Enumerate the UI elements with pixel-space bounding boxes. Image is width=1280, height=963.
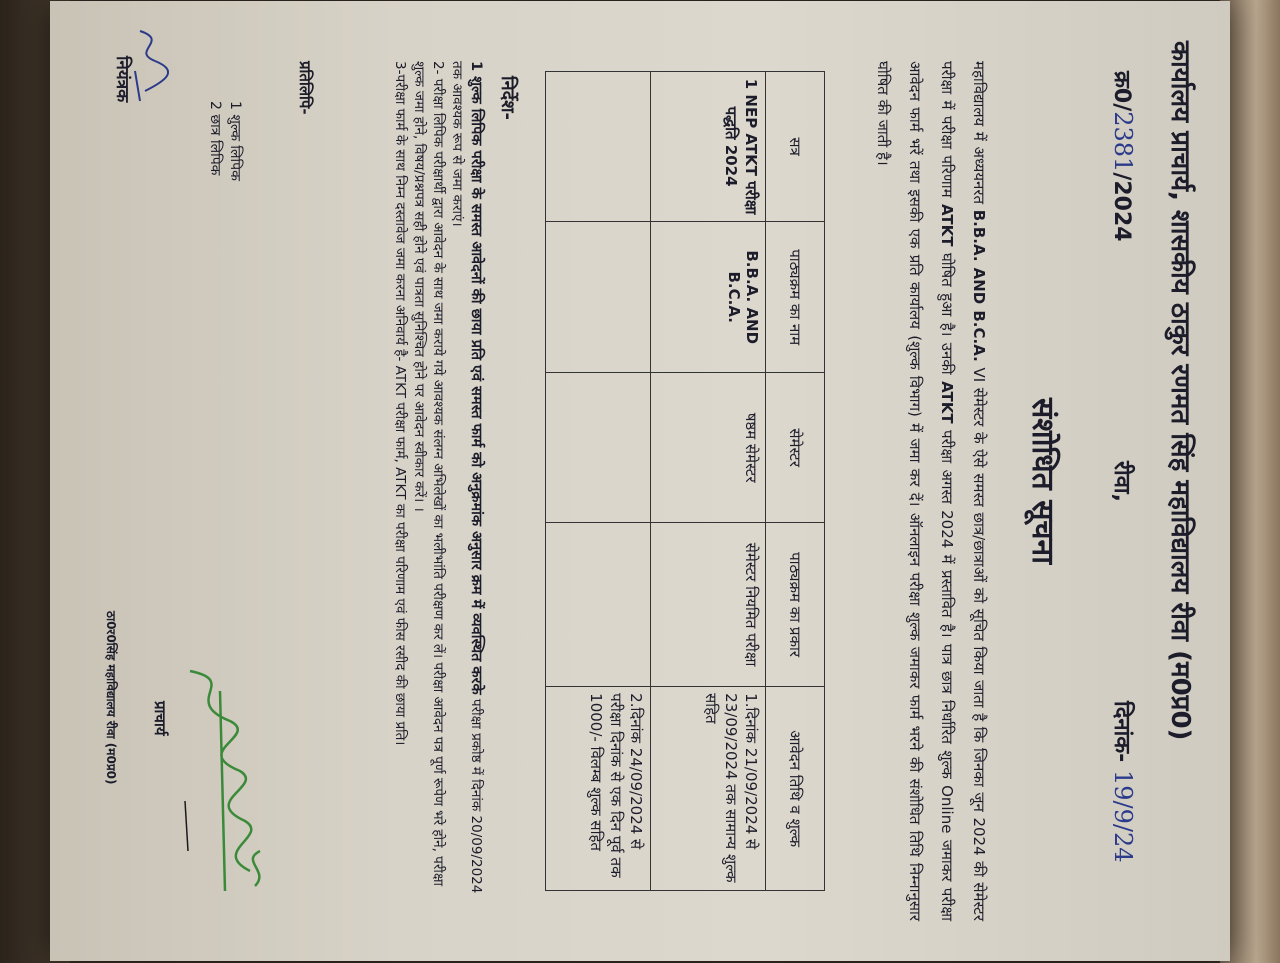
office-title: कार्यालय प्राचार्य, शासकीय ठाकुर रणमत सिंह महाविद्यालय रीवा (म0प्र0) [1165, 41, 1195, 741]
date-line [1108, 701, 1138, 863]
copy-recipient-1: 1 शुल्क लिपिक [227, 101, 243, 181]
notice-body [867, 61, 995, 921]
body-atkt-2: ATKT [938, 381, 956, 424]
cell-course-type: सेमेस्टर नियमित परीक्षा [651, 522, 766, 686]
header-course-type: पाठ्यक्रम का प्रकार [766, 522, 825, 686]
body-part-4: परीक्षा अगस्त 2024 में प्रस्तावित है। पात्र छात्र निर्धारित शुल्क Online जमाकर परीक्षा आवेदन फार्म भरें तथा इसकी एक प्रति कार्यालय (शुल्क विभाग) में जमा कर दें। ऑनलाइन परीक्षा शुल्क जमाकर फार्म भरने की संशोधित तिथि निम्नानुसार घोषित की जाती है। [874, 61, 956, 921]
instruction-3: 3-परीक्षा फार्म के साथ निम्न दस्तावेज जमा करना अनिवार्य है- ATKT परीक्षा फार्म, ATKT का परीक्षा परिणाम एवं फीस रसीद की छाया प्रति। [392, 61, 408, 746]
ref-number-handwritten: 2381 [1109, 111, 1137, 173]
principal-signature [170, 651, 280, 911]
cell-semester: षष्ठम सेमेस्टर [651, 373, 766, 523]
principal-title: प्राचार्य [151, 701, 169, 736]
header-session: सत्र [766, 72, 825, 222]
instruction-1 [447, 61, 485, 901]
header-application-date-fee: आवेदन तिथि व शुल्क [766, 687, 825, 891]
instruction-1-rest: परीक्षा प्रकोष्ठ में दिनांक 20/09/2024 तक आवश्यक रूप से जमा कराएं। [449, 61, 484, 894]
date-label: दिनांक- [1109, 701, 1134, 763]
cell-course-name: B.B.A. AND B.C.A. [651, 222, 766, 373]
date-handwritten: 19/9/24 [1109, 770, 1137, 863]
table-header-row [766, 72, 825, 891]
controller-title: नियंत्रक [112, 56, 132, 103]
notice-paper [50, 1, 1230, 961]
ref-year: /2024 [1109, 172, 1134, 242]
body-atkt-1: ATKT [938, 203, 956, 247]
place: रीवा, [1109, 461, 1134, 502]
body-part-1: महाविद्यालय में अध्ययनरत [970, 61, 988, 210]
cell-date-fee-2: 2.दिनांक 24/09/2024 से परीक्षा दिनांक से एक दिन पूर्व तक 1000/- विलम्ब शुल्क सहित [546, 687, 651, 891]
college-short-name: ठा0र0सिंह महाविद्यालय रीवा (म0प्र0) [104, 611, 118, 785]
copy-recipient-2: 2 छात्र लिपिक [207, 101, 223, 176]
copy-title: प्रतिलिपि- [296, 61, 314, 115]
notice-heading: संशोधित सूचना [1025, 398, 1060, 564]
body-part-3: घोषित हुआ है। उनकी [938, 246, 956, 382]
ref-prefix: क्र0/ [1109, 71, 1134, 112]
cell-session: 1 NEP ATKT परीक्षा पद्धति 2024 [651, 72, 766, 222]
reference-number [1108, 71, 1138, 242]
cell-empty [546, 522, 651, 686]
schedule-table [545, 71, 825, 891]
instruction-1-bold: 1 शुल्क लिपिक परीक्षा के समस्त आवेदनों की छाया प्रति एवं समस्त फार्म को अनुक्रमांक अनुसार क्रम में व्यवस्थित करके [468, 61, 484, 695]
body-courses: B.B.A. AND B.C.A. [970, 209, 988, 362]
cell-empty [546, 222, 651, 373]
instruction-2: 2- परीक्षा लिपिक परीक्षार्थी द्वारा आवेदन के साथ जमा कराये गये आवश्यक संलग्न अभिलेखों का भलीभांति परीक्षण कर लें। परीक्षा आवेदन पत्र पूर्ण रूपेण भरे होने, परीक्षा शुल्क जमा होने, विषय/प्रश्नपत्र सही होने एवं पात्रता सुनिश्चित होने पर आवेदन स्वीकार करें। । [411, 61, 446, 887]
cell-date-fee-1: 1.दिनांक 21/09/2024 से 23/09/2024 तक सामान्य शुल्क सहित [651, 687, 766, 891]
cell-empty [546, 373, 651, 523]
table-row [651, 72, 766, 891]
header-semester: सेमेस्टर [766, 373, 825, 523]
header-course-name: पाठ्यक्रम का नाम [766, 222, 825, 373]
table-row [546, 72, 651, 891]
cell-empty [546, 72, 651, 222]
body-part-2: VI सेमेस्टर के ऐसे समस्त छात्र/छात्राओं को सूचित किया जाता है कि जिनका जून 2024 की सेमेस्टर परीक्षा में परीक्षा परिणाम [938, 61, 988, 921]
instructions [390, 61, 485, 901]
instructions-title: निर्देश- [497, 76, 518, 120]
